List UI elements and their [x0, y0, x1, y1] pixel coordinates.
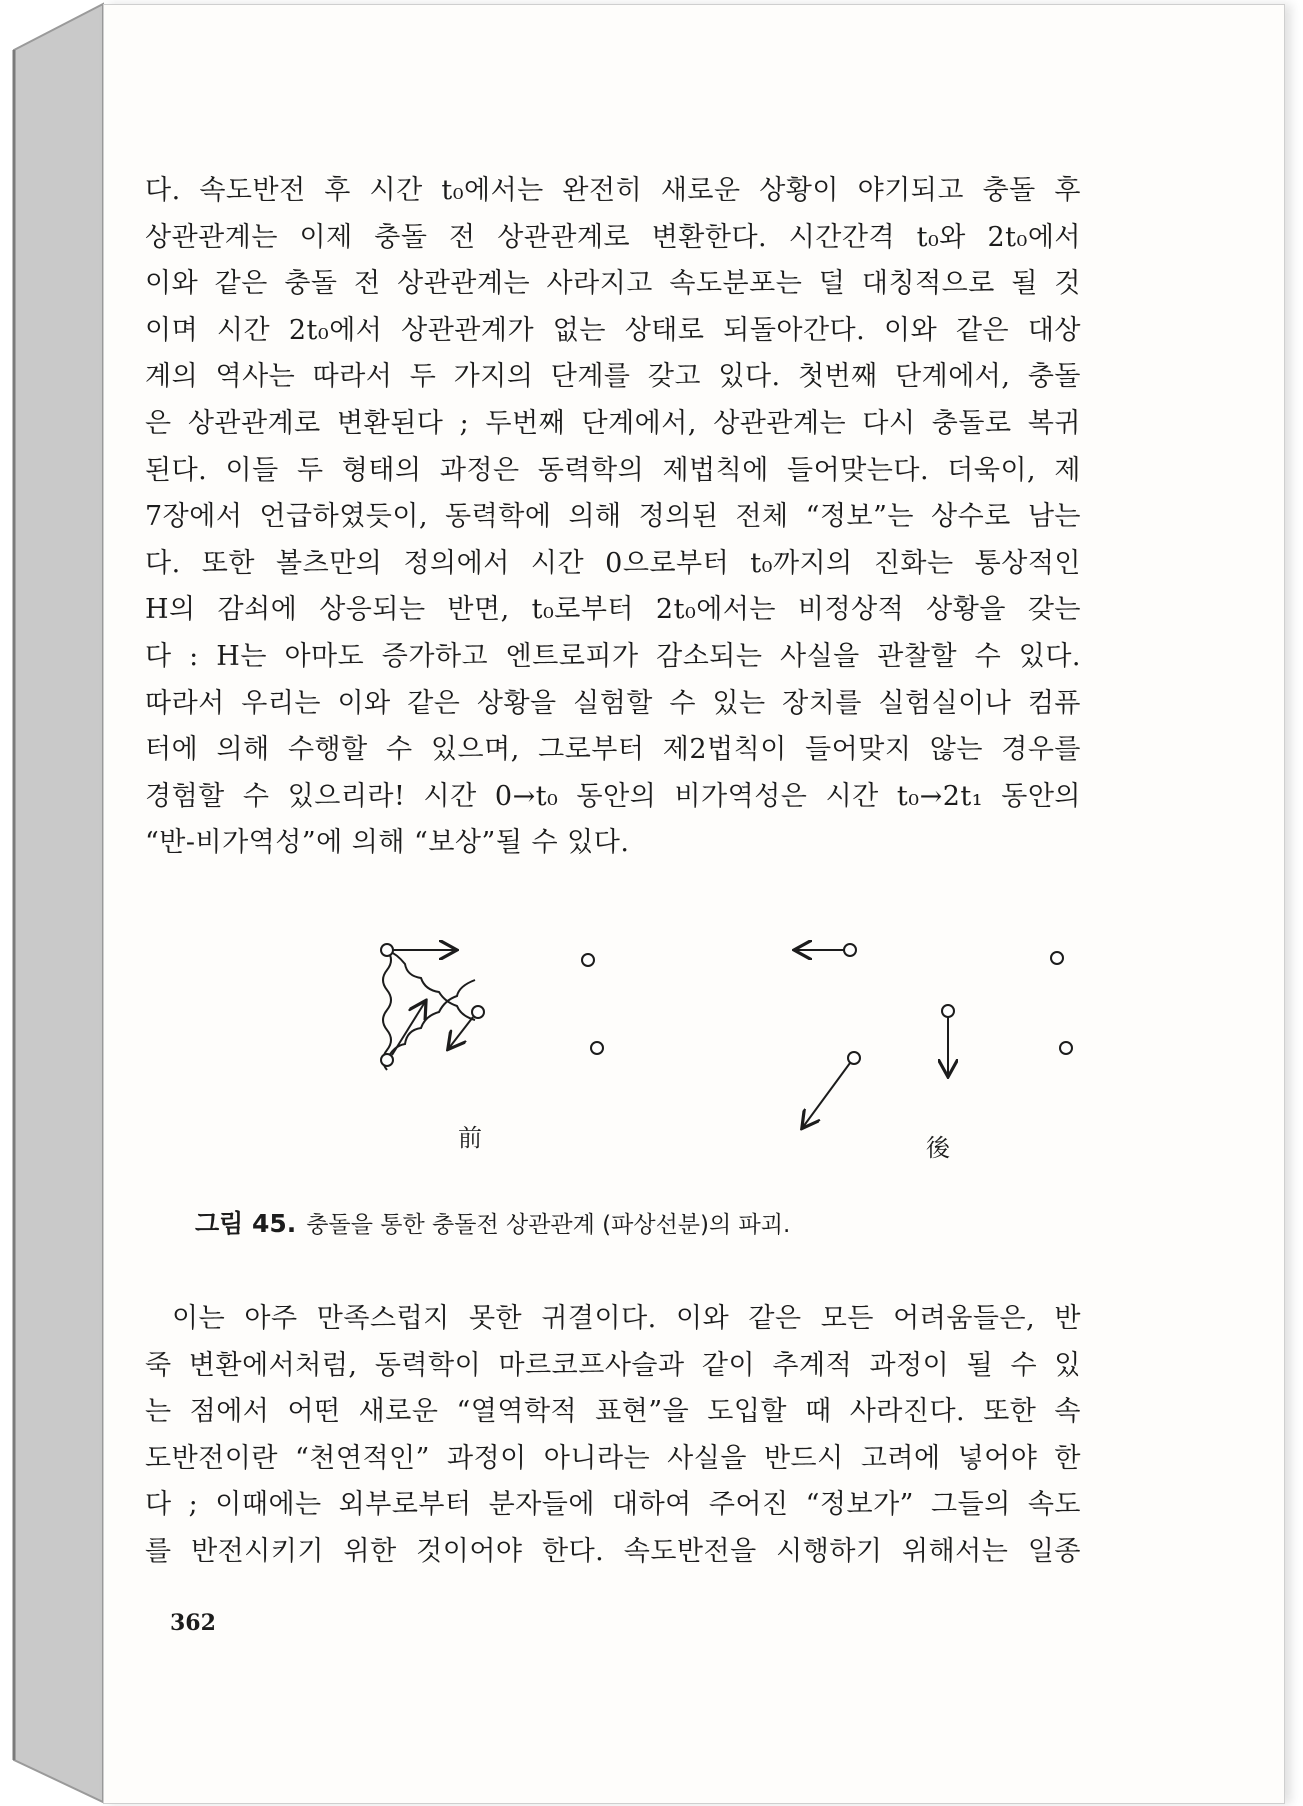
- text-line: H의 감쇠에 상응되는 반면, t₀로부터 2t₀에서는 비정상적 상황을 갖는: [145, 594, 1081, 626]
- text-line: 다. 또한 볼츠만의 정의에서 시간 0으로부터 t₀까지의 진화는 통상적인: [145, 547, 1081, 579]
- paragraph-1: [145, 168, 1081, 867]
- text-line: 상관관계는 이제 충돌 전 상관관계로 변환한다. 시간간격 t₀와 2t₀에서: [145, 221, 1081, 253]
- text-line: 이는 아주 만족스럽지 못한 귀결이다. 이와 같은 모든 어려움들은, 반: [172, 1303, 1081, 1334]
- book-spine-face: [14, 4, 103, 1802]
- wavy-correlation-line: [387, 980, 475, 1060]
- particle: [848, 1052, 860, 1064]
- particle: [582, 954, 594, 966]
- particle: [1051, 952, 1063, 964]
- text-line: 다 ; 이때에는 외부로부터 분자들에 대하여 주어진 “정보가” 그들의 속도: [145, 1489, 1081, 1521]
- before-collision-group: [381, 944, 484, 1070]
- paragraph-2: [145, 1296, 1081, 1576]
- particle: [591, 1042, 603, 1054]
- velocity-arrow: [449, 1017, 473, 1048]
- particle: [1060, 1042, 1072, 1054]
- text-line: 따라서 우리는 이와 같은 상황을 실험할 수 있는 장치를 실험실이나 컴퓨: [145, 687, 1081, 719]
- text-line: 터에 의해 수행할 수 있으며, 그로부터 제2법칙이 들어맞지 않는 경우를: [145, 734, 1081, 766]
- velocity-arrow: [803, 1063, 850, 1127]
- figure-caption: [195, 1204, 790, 1240]
- particle: [472, 1006, 484, 1018]
- particle: [942, 1005, 954, 1017]
- text-line: 계의 역사는 따라서 두 가지의 단계를 갖고 있다. 첫번째 단계에서, 충돌: [145, 361, 1081, 393]
- text-line: “반-비가역성”에 의해 “보상”될 수 있다.: [145, 827, 630, 859]
- caption-label: 그림 45.: [195, 1209, 297, 1238]
- text-line: 도반전이란 “천연적인” 과정이 아니라는 사실을 반드시 고려에 넣어야 한: [145, 1442, 1081, 1474]
- wavy-correlation-line: [383, 950, 391, 1070]
- after-collision-group: [796, 944, 1072, 1127]
- text-line: 은 상관관계로 변환된다 ; 두번째 단계에서, 상관관계는 다시 충돌로 복귀: [145, 407, 1081, 439]
- text-line: 된다. 이들 두 형태의 과정은 동력학의 제법칙에 들어맞는다. 더욱이, 제: [145, 454, 1081, 486]
- text-line: 7장에서 언급하였듯이, 동력학에 의해 정의된 전체 “정보”는 상수로 남는: [145, 501, 1081, 533]
- text-line: 이며 시간 2t₀에서 상관관계가 없는 상태로 되돌아간다. 이와 같은 대상: [145, 314, 1081, 346]
- particle: [381, 944, 393, 956]
- collision-figure: [230, 920, 1110, 1180]
- wavy-correlation-line: [387, 950, 475, 1020]
- text-line: 는 점에서 어떤 새로운 “열역학적 표현”을 도입할 때 사라진다. 또한 속: [145, 1396, 1081, 1428]
- page-number: 362: [170, 1610, 216, 1636]
- particle: [844, 944, 856, 956]
- caption-text: 충돌을 통한 충돌전 상관관계 (파상선분)의 파괴.: [306, 1212, 791, 1238]
- text-line: 다. 속도반전 후 시간 t₀에서는 완전히 새로운 상황이 야기되고 충돌 후: [145, 175, 1081, 206]
- text-line: 이와 같은 충돌 전 상관관계는 사라지고 속도분포는 덜 대칭적으로 될 것: [145, 268, 1081, 300]
- particle: [381, 1054, 393, 1066]
- text-line: 다 : H는 아마도 증가하고 엔트로피가 감소되는 사실을 관찰할 수 있다.: [145, 640, 1081, 672]
- text-line: 를 반전시키기 위한 것이어야 한다. 속도반전을 시행하기 위해서는 일종: [145, 1535, 1081, 1567]
- after-label: 後: [926, 1134, 950, 1162]
- text-line: 죽 변환에서처럼, 동력학이 마르코프사슬과 같이 추계적 과정이 될 수 있: [145, 1349, 1081, 1381]
- text-line: 경험할 수 있으리라! 시간 0→t₀ 동안의 비가역성은 시간 t₀→2t₁ 동안의: [145, 780, 1081, 812]
- before-label: 前: [458, 1124, 482, 1152]
